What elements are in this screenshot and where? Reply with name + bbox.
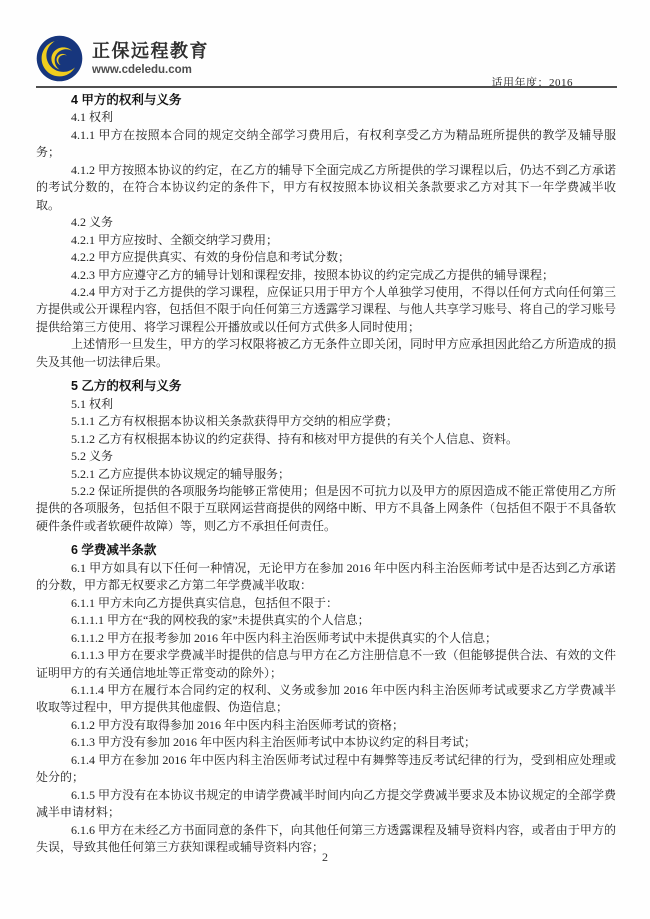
applicable-year-label: 适用年度：2016 [491,77,573,89]
brand-website: www.cdeledu.com [92,63,192,76]
header-divider [36,86,617,88]
clause-paragraph: 6.1.1.2 甲方在报考参加 2016 年中医内科主治医师考试中未提供真实的个人信息； [71,630,498,645]
clause-paragraph: 4.2.4 甲方对于乙方提供的学习课程，应保证只用于甲方个人单独学习使用，不得以任何方式向任何第三方提供或公开课程内容，包括但不限于向任何第三方透露学习课程、与他人共享学习账号、将自己的学习账号提供给第三方使用、将学习课程公开播放或以任何方式供多人同时使用； [36,284,616,334]
clause-paragraph: 4.1 权利 [71,110,114,125]
clause-paragraph: 6.1.5 甲方没有在本协议书规定的申请学费减半时间内向乙方提交学费减半要求及本协议规定的全部学费减半申请材料； [36,787,616,820]
clause-paragraph: 4.2.3 甲方应遵守乙方的辅导计划和课程安排，按照本协议的约定完成乙方提供的辅导课程； [71,267,555,282]
clause-paragraph: 上述情形一旦发生，甲方的学习权限将被乙方无条件立即关闭，同时甲方应承担因此给乙方所造成的损失及其他一切法律后果。 [36,337,616,369]
section-heading: 4 甲方的权利与义务 [71,93,182,107]
page-number: 2 [322,850,328,864]
section-tuition-half-clause [36,542,616,856]
contract-body [36,92,616,856]
brand-name: 正保远程教育 [92,41,209,62]
clause-paragraph: 5.1.2 乙方有权根据本协议的约定获得、持有和核对甲方提供的有关个人信息、资料。 [71,431,519,446]
clause-paragraph: 6.1.1.1 甲方在“我的网校我的家”未提供真实的个人信息； [71,613,370,628]
clause-paragraph: 5.2.2 保证所提供的各项服务均能够正常使用；但是因不可抗力以及甲方的原因造成不能正常使用乙方所提供的各项服务，包括但不限于互联网运营商提供的网络中断、甲方不具备上网条件（包括但不限于不具备软硬件条件或者软硬件故障）等，则乙方不承担任何责任。 [36,483,616,533]
clause-paragraph: 4.1.1 甲方在按照本合同的规定交纳全部学习费用后，有权利享受乙方为精品班所提供的教学及辅导服务； [36,127,616,160]
clause-paragraph: 5.1 权利 [71,396,114,411]
clause-paragraph: 6.1.4 甲方在参加 2016 年中医内科主治医师考试过程中有舞弊等违反考试纪律的行为，受到相应处理或处分的； [36,752,616,785]
clause-paragraph: 4.2.1 甲方应按时、全额交纳学习费用； [71,232,279,247]
clause-paragraph: 6.1.1.4 甲方在履行本合同约定的权利、义务或参加 2016 年中医内科主治医师考试或要求乙方学费减半收取等过程中，甲方提供其他虚假、伪造信息； [36,682,616,715]
clause-paragraph: 6.1.1.3 甲方在要求学费减半时提供的信息与甲方在乙方注册信息不一致（但能够提供合法、有效的文件证明甲方的有关通信地址等正常变动的除外）； [36,648,616,680]
section-heading: 5 乙方的权利与义务 [71,379,182,394]
brand-text-block [92,41,209,76]
section-party-b-rights [36,378,616,535]
clause-paragraph: 6.1 甲方如具有以下任何一种情况，无论甲方在参加 2016 年中医内科主治医师考试中是否达到乙方承诺的分数，甲方都无权要求乙方第二年学费减半收取： [36,560,616,593]
section-heading: 6 学费减半条款 [71,543,157,558]
page-header [36,35,617,87]
clause-paragraph: 4.1.2 甲方按照本协议的约定，在乙方的辅导下全面完成乙方所提供的学习课程以后，仍达不到乙方承诺的考试分数的，在符合本协议约定的条件下，甲方有权按照本协议相关条款要求乙方对其下一年学费减半收取。 [36,162,616,212]
clause-paragraph: 6.1.2 甲方没有取得参加 2016 年中医内科主治医师考试的资格； [71,717,405,732]
clause-paragraph: 6.1.1 甲方未向乙方提供真实信息，包括但不限于： [71,595,339,610]
clause-paragraph: 6.1.6 甲方在未经乙方书面同意的条件下，向其他任何第三方透露课程及辅导资料内容，或者由于甲方的失误，导致其他任何第三方获知课程或辅导资料内容； [36,822,616,855]
brand-logo-icon [36,35,83,82]
clause-paragraph: 5.2 义务 [71,449,114,464]
section-party-a-rights [36,92,616,371]
clause-paragraph: 4.2 义务 [71,215,114,230]
clause-paragraph: 5.2.1 乙方应提供本协议规定的辅导服务； [71,466,291,481]
clause-paragraph: 6.1.3 甲方没有参加 2016 年中医内科主治医师考试中本协议约定的科目考试； [71,735,477,750]
clause-paragraph: 4.2.2 甲方应提供真实、有效的身份信息和考试分数； [71,250,351,265]
clause-paragraph: 5.1.1 乙方有权根据本协议相关条款获得甲方交纳的相应学费； [71,414,399,429]
